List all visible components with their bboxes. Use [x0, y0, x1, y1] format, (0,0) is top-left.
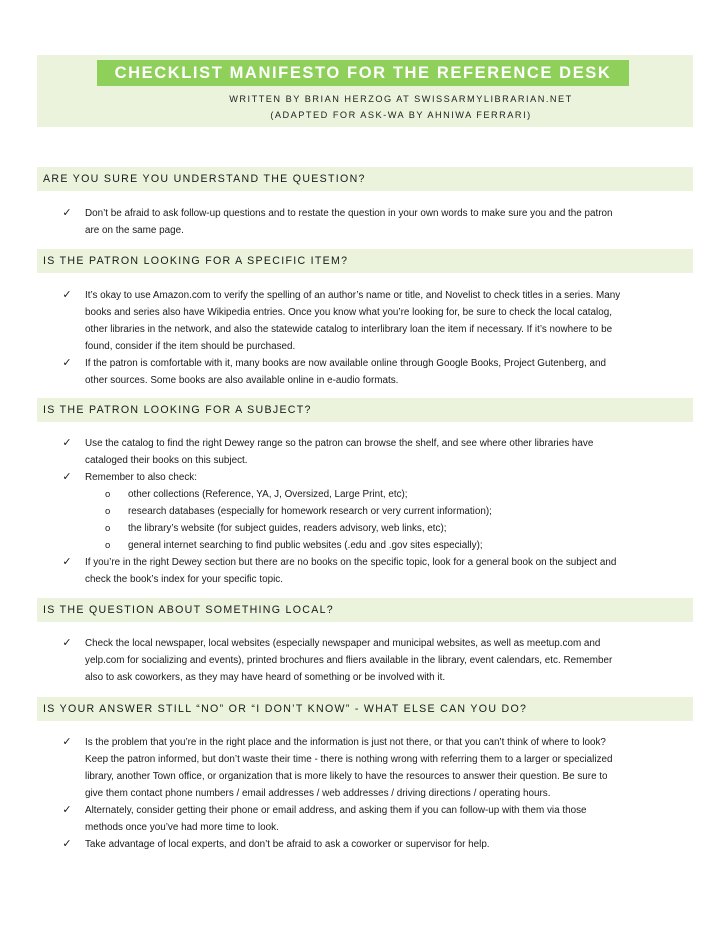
checkmark-icon: ✓ [62, 804, 72, 816]
checkmark-icon: ✓ [62, 838, 72, 850]
page-title: CHECKLIST MANIFESTO FOR THE REFERENCE DESK [97, 60, 629, 86]
list-item [60, 734, 688, 802]
item-line: Check the local newspaper, local websites (especially newspaper and municipal websites, as well as meetup.com and [85, 638, 601, 649]
section-heading-local: IS THE QUESTION ABOUT SOMETHING LOCAL? [37, 598, 693, 622]
adaptation-line: (ADAPTED FOR ASK-WA BY AHNIWA FERRARI) [270, 110, 532, 120]
circle-bullet-icon: o [105, 506, 111, 517]
item-line: Keep the patron informed, but don’t waste their time - there is nothing wrong with referring them to a larger or specialized [85, 754, 613, 765]
sub-list-item [60, 520, 688, 537]
item-line: Use the catalog to find the right Dewey range so the patron can browse the shelf, and see where other libraries have [85, 438, 594, 449]
item-line: give them contact phone numbers / email addresses / web addresses / driving directions / operating hours. [85, 788, 551, 799]
circle-bullet-icon: o [105, 489, 111, 500]
circle-bullet-icon: o [105, 540, 111, 551]
checkmark-icon: ✓ [62, 437, 72, 449]
checkmark-icon: ✓ [62, 736, 72, 748]
item-line: yelp.com for socializing and events), printed brochures and fliers available in the library, event calendars, etc. Remember [85, 655, 613, 666]
checkmark-icon: ✓ [62, 289, 72, 301]
item-line: Take advantage of local experts, and don’t be afraid to ask a coworker or supervisor for help. [85, 839, 490, 850]
item-line: books and series also have Wikipedia entries. Once you know what you’re looking for, be sure to check the local catalog, [85, 307, 612, 318]
list-item [60, 635, 688, 686]
item-line: Alternately, consider getting their phone or email address, and asking them if you can follow-up with them via those [85, 805, 587, 816]
list-item [60, 205, 688, 239]
item-line: If the patron is comfortable with it, many books are now available online through Google Books, Project Gutenberg, and [85, 358, 606, 369]
item-line: found, consider if the item should be purchased. [85, 341, 296, 352]
section-items-specific-item [60, 287, 688, 389]
sub-item-text: the library’s website (for subject guides, readers advisory, web links, etc); [128, 523, 447, 534]
item-line: It’s okay to use Amazon.com to verify the spelling of an author’s name or title, and Novelist to check titles in a series. Many [85, 290, 621, 301]
sub-list-item [60, 503, 688, 520]
checkmark-icon: ✓ [62, 637, 72, 649]
section-items-understand-question [60, 205, 688, 239]
section-items-local [60, 635, 688, 686]
list-item [60, 355, 688, 389]
author-line: WRITTEN BY BRIAN HERZOG AT SWISSARMYLIBRARIAN.NET [229, 94, 573, 104]
section-heading-specific-item: IS THE PATRON LOOKING FOR A SPECIFIC ITEM? [37, 249, 693, 273]
section-heading-understand-question: ARE YOU SURE YOU UNDERSTAND THE QUESTION? [37, 167, 693, 191]
list-item [60, 836, 688, 853]
section-heading-what-else: IS YOUR ANSWER STILL “NO” OR “I DON’T KNOW” - WHAT ELSE CAN YOU DO? [37, 697, 693, 721]
list-item [60, 554, 688, 588]
item-line: Remember to also check: [85, 472, 197, 483]
list-item [60, 287, 688, 355]
item-line: are on the same page. [85, 225, 184, 236]
item-line: methods once you’ve had more time to look. [85, 822, 279, 833]
sub-item-text: general internet searching to find public websites (.edu and .gov sites especially); [128, 540, 483, 551]
section-items-subject [60, 435, 688, 588]
list-item [60, 435, 688, 469]
sub-item-text: research databases (especially for homework research or very current information); [128, 506, 492, 517]
item-line: If you’re in the right Dewey section but there are no books on the specific topic, look for a general book on the subject and [85, 557, 617, 568]
item-line: other sources. Some books are also available online in e-audio formats. [85, 375, 399, 386]
item-line: cataloged their books on this subject. [85, 455, 248, 466]
list-item [60, 469, 688, 486]
circle-bullet-icon: o [105, 523, 111, 534]
list-item [60, 802, 688, 836]
item-line: Is the problem that you’re in the right place and the information is just not there, or that you can’t think of where to look? [85, 737, 606, 748]
item-line: check the book’s index for your specific topic. [85, 574, 283, 585]
item-line: also to ask coworkers, as they may have heard of something or be involved with it. [85, 672, 446, 683]
section-items-what-else [60, 734, 688, 853]
checkmark-icon: ✓ [62, 556, 72, 568]
checkmark-icon: ✓ [62, 207, 72, 219]
item-line: other libraries in the network, and also the statewide catalog to interlibrary loan the item if necessary. If it’s nowhere to be [85, 324, 613, 335]
item-line: Don’t be afraid to ask follow-up questions and to restate the question in your own words to make sure you and the patron [85, 208, 613, 219]
item-line: library, another Town office, or organization that is more likely to have the resources to answer their question. Be sure to [85, 771, 608, 782]
sub-list-item [60, 537, 688, 554]
section-heading-subject: IS THE PATRON LOOKING FOR A SUBJECT? [37, 398, 693, 422]
sub-list-item [60, 486, 688, 503]
checkmark-icon: ✓ [62, 471, 72, 483]
sub-item-text: other collections (Reference, YA, J, Oversized, Large Print, etc); [128, 489, 408, 500]
checkmark-icon: ✓ [62, 357, 72, 369]
